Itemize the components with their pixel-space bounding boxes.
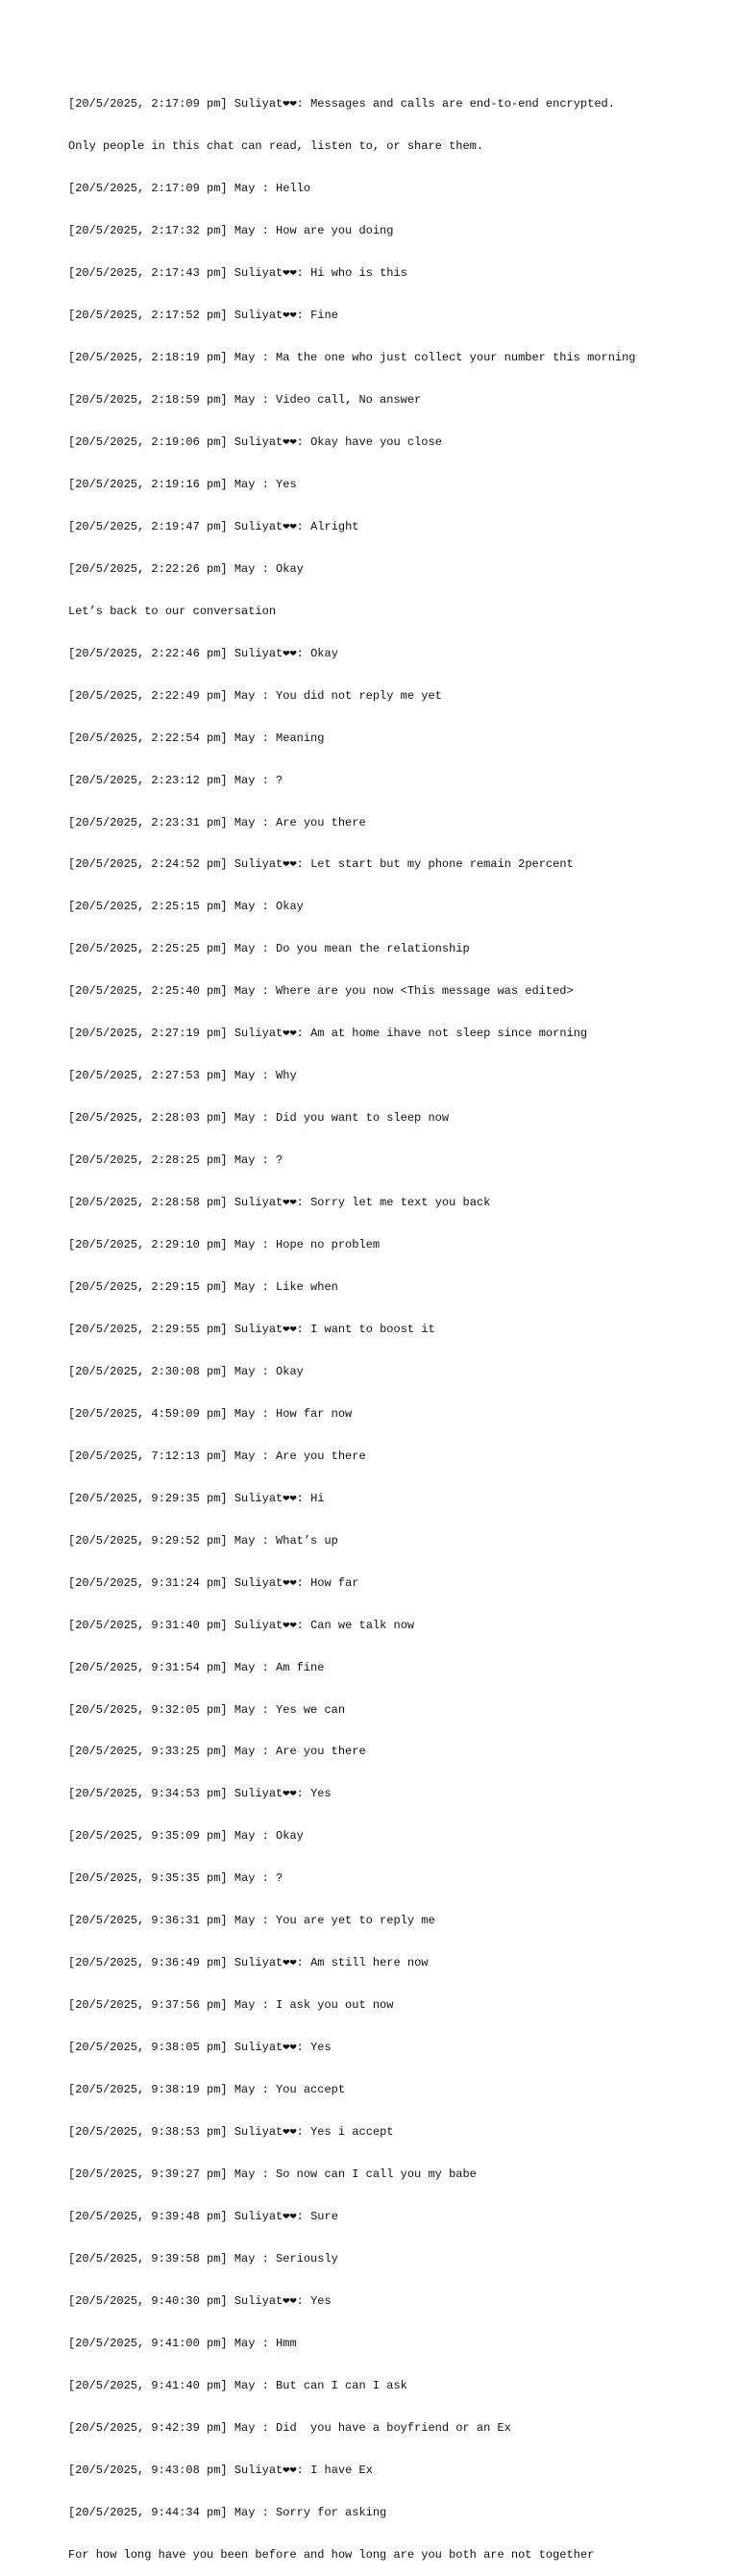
chat-line: [20/5/2025, 9:42:39 pm] May : Did you have a boyfriend or an Ex (68, 2420, 511, 2435)
chat-line: [20/5/2025, 9:33:25 pm] May : Are you there (68, 1745, 366, 1759)
chat-line: Let’s back to our conversation (68, 604, 277, 618)
chat-line: [20/5/2025, 9:31:24 pm] Suliyat❤❤: How far (68, 1575, 359, 1590)
chat-line: [20/5/2025, 2:17:09 pm] May : Hello (68, 182, 311, 196)
chat-line: Only people in this chat can read, listen to, or share them. (68, 139, 484, 154)
chat-line: For how long have you been before and how long are you both are not together (68, 2547, 595, 2562)
chat-line: [20/5/2025, 2:18:59 pm] May : Video call, No answer (68, 392, 422, 407)
chat-line: [20/5/2025, 2:22:54 pm] May : Meaning (68, 731, 325, 745)
chat-line: [20/5/2025, 2:24:52 pm] Suliyat❤❤: Let start but my phone remain 2percent (68, 857, 574, 872)
chat-line: [20/5/2025, 2:19:06 pm] Suliyat❤❤: Okay have you close (68, 434, 442, 449)
chat-line: [20/5/2025, 9:37:56 pm] May : I ask you out now (68, 1998, 394, 2013)
chat-line: [20/5/2025, 9:39:48 pm] Suliyat❤❤: Sure (68, 2209, 338, 2223)
chat-line: [20/5/2025, 2:18:19 pm] May : Ma the one who just collect your number this morning (68, 351, 636, 365)
chat-line: [20/5/2025, 2:27:53 pm] May : Why (68, 1069, 297, 1083)
chat-line: [20/5/2025, 9:43:08 pm] Suliyat❤❤: I have Ex (68, 2463, 373, 2477)
chat-line: [20/5/2025, 9:38:19 pm] May : You accept (68, 2083, 346, 2097)
chat-line: [20/5/2025, 2:25:25 pm] May : Do you mean the relationship (68, 942, 470, 956)
chat-line: [20/5/2025, 2:29:15 pm] May : Like when (68, 1280, 338, 1294)
chat-line: [20/5/2025, 9:35:35 pm] May : ? (68, 1871, 283, 1886)
chat-log (68, 69, 722, 2576)
chat-line: [20/5/2025, 9:39:58 pm] May : Seriously (68, 2251, 338, 2266)
chat-line: [20/5/2025, 2:19:47 pm] Suliyat❤❤: Alright (68, 519, 359, 533)
chat-line: [20/5/2025, 9:31:40 pm] Suliyat❤❤: Can we talk now (68, 1618, 415, 1632)
chat-line: [20/5/2025, 2:25:40 pm] May : Where are you now <This message was edited> (68, 984, 574, 999)
chat-line: [20/5/2025, 2:22:49 pm] May : You did not reply me yet (68, 688, 442, 703)
chat-line: [20/5/2025, 9:35:09 pm] May : Okay (68, 1829, 304, 1844)
chat-line: [20/5/2025, 9:36:49 pm] Suliyat❤❤: Am still here now (68, 1956, 429, 1970)
chat-line: [20/5/2025, 2:28:58 pm] Suliyat❤❤: Sorry let me text you back (68, 1196, 491, 1210)
chat-line: [20/5/2025, 2:23:12 pm] May : ? (68, 773, 283, 787)
chat-line: [20/5/2025, 2:22:26 pm] May : Okay (68, 561, 304, 576)
chat-line: [20/5/2025, 9:31:54 pm] May : Am fine (68, 1660, 325, 1674)
chat-line: [20/5/2025, 9:29:35 pm] Suliyat❤❤: Hi (68, 1491, 325, 1505)
chat-line: [20/5/2025, 2:30:08 pm] May : Okay (68, 1364, 304, 1378)
chat-line: [20/5/2025, 9:41:00 pm] May : Hmm (68, 2336, 297, 2350)
chat-line: [20/5/2025, 9:39:27 pm] May : So now can I call you my babe (68, 2167, 477, 2182)
chat-line: [20/5/2025, 9:38:53 pm] Suliyat❤❤: Yes i accept (68, 2125, 394, 2140)
chat-line: [20/5/2025, 2:29:10 pm] May : Hope no problem (68, 1238, 381, 1252)
chat-line: [20/5/2025, 9:40:30 pm] Suliyat❤❤: Yes (68, 2293, 332, 2308)
chat-line: [20/5/2025, 2:17:43 pm] Suliyat❤❤: Hi who is this (68, 266, 407, 281)
chat-line: [20/5/2025, 2:22:46 pm] Suliyat❤❤: Okay (68, 646, 338, 660)
chat-line: [20/5/2025, 2:17:52 pm] Suliyat❤❤: Fine (68, 309, 338, 323)
chat-line: [20/5/2025, 4:59:09 pm] May : How far now (68, 1406, 353, 1421)
chat-line: [20/5/2025, 2:19:16 pm] May : Yes (68, 477, 297, 491)
chat-line: [20/5/2025, 2:25:15 pm] May : Okay (68, 900, 304, 914)
chat-line: [20/5/2025, 9:38:05 pm] Suliyat❤❤: Yes (68, 2041, 332, 2055)
chat-line: [20/5/2025, 2:27:19 pm] Suliyat❤❤: Am at home ihave not sleep since morning (68, 1027, 588, 1041)
chat-line: [20/5/2025, 2:23:31 pm] May : Are you there (68, 815, 366, 830)
chat-line: [20/5/2025, 9:36:31 pm] May : You are yet to reply me (68, 1914, 435, 1928)
chat-line: [20/5/2025, 2:28:25 pm] May : ? (68, 1153, 283, 1168)
chat-line: [20/5/2025, 9:44:34 pm] May : Sorry for asking (68, 2505, 387, 2519)
chat-line: [20/5/2025, 2:29:55 pm] Suliyat❤❤: I want to boost it (68, 1322, 435, 1336)
chat-line: [20/5/2025, 2:17:09 pm] Suliyat❤❤: Messages and calls are end-to-end encrypted. (68, 97, 615, 111)
chat-line: [20/5/2025, 9:34:53 pm] Suliyat❤❤: Yes (68, 1787, 332, 1801)
chat-line: [20/5/2025, 2:28:03 pm] May : Did you want to sleep now (68, 1111, 450, 1126)
chat-line: [20/5/2025, 2:17:32 pm] May : How are you doing (68, 224, 394, 238)
chat-line: [20/5/2025, 9:29:52 pm] May : What’s up (68, 1533, 338, 1548)
chat-line: [20/5/2025, 7:12:13 pm] May : Are you there (68, 1449, 366, 1463)
chat-line: [20/5/2025, 9:32:05 pm] May : Yes we can (68, 1702, 346, 1717)
chat-line: [20/5/2025, 9:41:40 pm] May : But can I can I ask (68, 2378, 407, 2392)
